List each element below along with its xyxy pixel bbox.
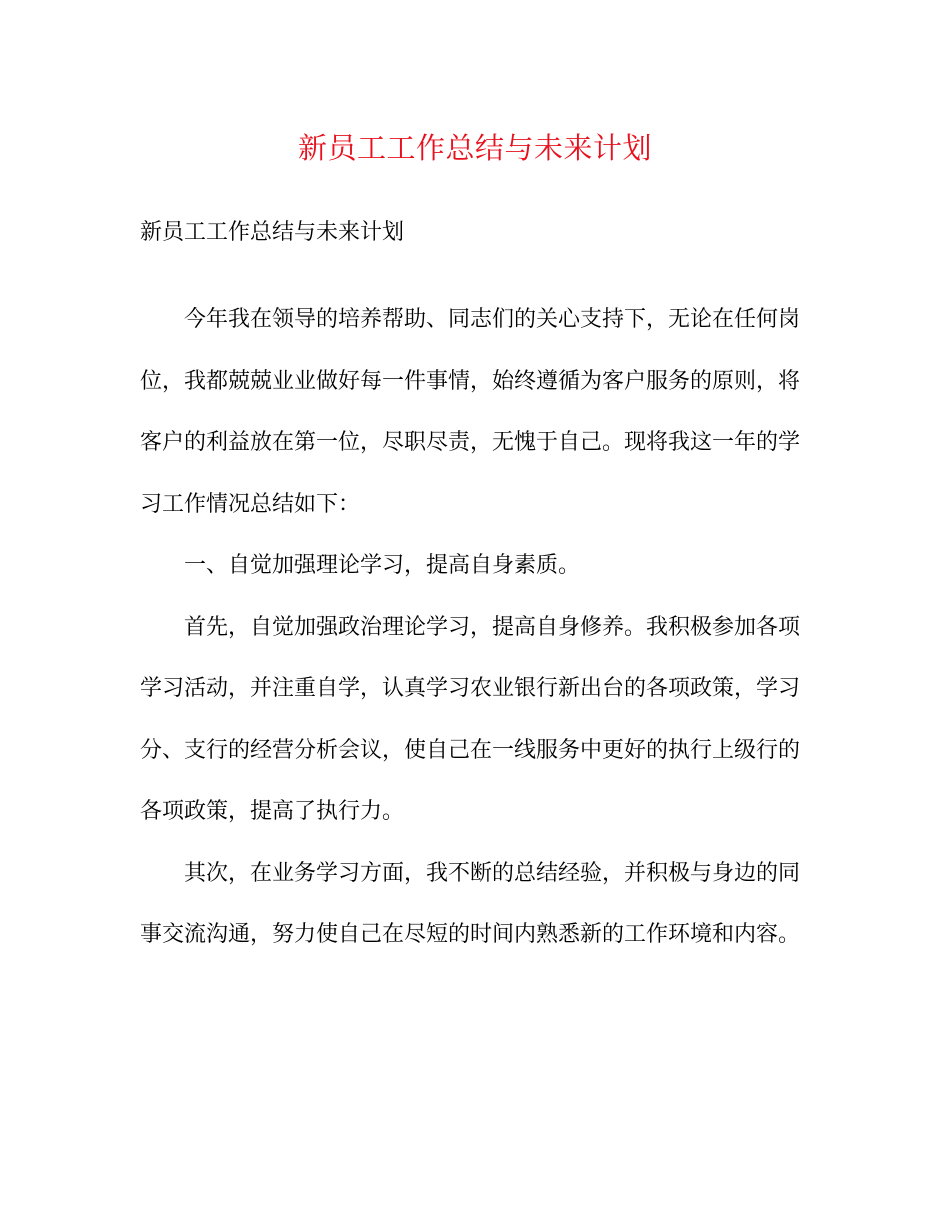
document-title: 新员工工作总结与未来计划 (297, 131, 652, 165)
paragraph-second: 其次，在业务学习方面，我不断的总结经验，并积极与身边的同事交流沟通，努力使自己在尽短的时间内熟悉新的工作环境和内容。 (140, 860, 801, 947)
paragraph-intro: 今年我在领导的培养帮助、同志们的关心支持下，无论在任何岗位，我都兢兢业业做好每一件事情，始终遵循为客户服务的原则，将客户的利益放在第一位，尽职尽责，无愧于自己。现将我这一年的学习工作情况总结如下： (140, 307, 801, 517)
document-subtitle: 新员工工作总结与未来计划 (140, 220, 405, 245)
paragraph-section-heading: 一、自觉加强理论学习，提高自身素质。 (184, 553, 581, 578)
paragraph-first: 首先，自觉加强政治理论学习，提高自身修养。我积极参加各项学习活动，并注重自学，认真学习农业银行新出台的各项政策，学习分、支行的经营分析会议，使自己在一线服务中更好的执行上级行的各项政策，提高了执行力。 (140, 614, 801, 824)
document-body (140, 289, 800, 966)
